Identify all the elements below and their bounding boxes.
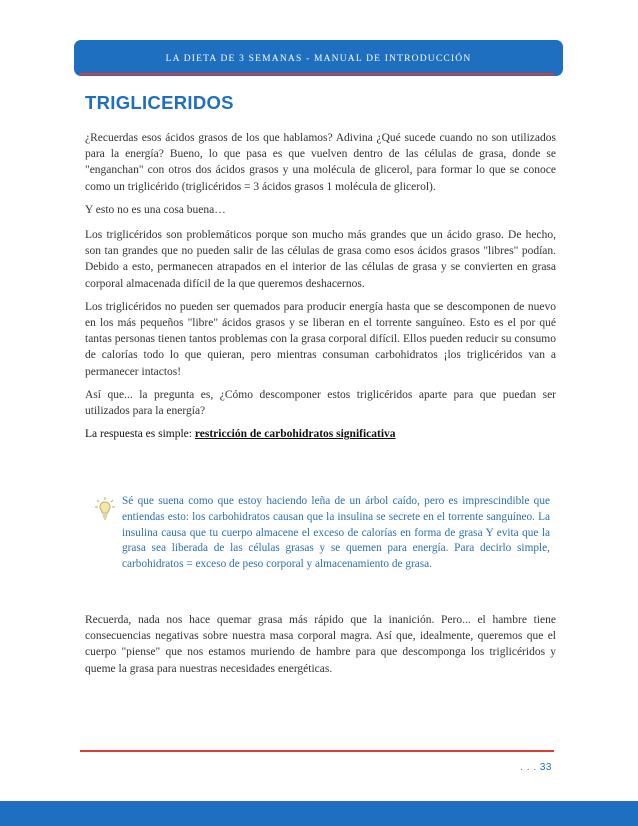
page-number: . . . 33 [520, 762, 552, 773]
tip-text: Sé que suena como que estoy haciendo leña de un árbol caído, pero es imprescindible que entiendas esto: los carbohidratos causan que la insulina se secrete en el torrente sanguíneo. La insulina causa que tu cuerpo almacene el exceso de calorías en forma de grasa Y evita que la grasa sea liberada de las células grasas y se quemen para energía. Para decirlo simple, carbohidratos = exceso de peso corporal y almacenamiento de grasa. [122, 495, 550, 571]
paragraph-closing: Recuerda, nada nos hace quemar grasa más rápido que la inanición. Pero... el hambre tiene consecuencias negativas sobre nuestra masa corporal magra. Así que, idealmente, queremos que el cuerpo "piense" que nos estamos muriendo de hambre para que descomponga los triglicéridos y queme la grasa para nuestras necesidades energéticas. [85, 614, 556, 675]
closing-text [85, 612, 556, 677]
section-title: TRIGLICERIDOS [85, 92, 234, 113]
paragraph-problematic: Los triglicéridos son problemáticos porque son mucho más grandes que un ácido graso. De hecho, son tan grandes que no pueden salir de las células de grasa como esos ácidos grasos "libres" podían. Debido a esto, permanecen atrapados en el interior de las células de grasa y se convierten en grasa corporal almacenada difícil de la que queremos deshacernos. [85, 229, 556, 290]
paragraph-intro: ¿Recuerdas esos ácidos grasos de los que hablamos? Adivina ¿Qué sucede cuando no son utilizados para la energía? Bueno, lo que pasa es que vuelven dentro de las células de grasa, donde se "enganchan" con otros dos ácidos grasos y una molécula de glicerol, para formar lo que se conoce como un triglicérido (triglicéridos = 3 ácidos grasos 1 molécula de glicerol). [85, 132, 556, 193]
header-title: LA DIETA DE 3 SEMANAS - MANUAL DE INTRODUCCIÓN [165, 54, 472, 64]
body-text [85, 130, 556, 442]
answer-line [85, 426, 556, 442]
footer-band [0, 801, 638, 826]
tip-box [94, 494, 554, 600]
footer-rule [80, 750, 554, 752]
paragraph-not-good: Y esto no es una cosa buena… [85, 203, 226, 216]
answer-label: La respuesta es simple: [85, 428, 195, 441]
paragraph-burning: Los triglicéridos no pueden ser quemados para producir energía hasta que se descomponen de nuevo en los más pequeños "libre" ácidos grasos y se liberan en el torrente sanguíneo. Esto es el por qué tantas personas tienen tantos problemas con la grasa corporal difícil. Ellos pueden reducir su consumo de calorías todo lo que quieran, pero mientras consuman carbohidratos ¡los triglicéridos van a permanecer intactos! [85, 300, 556, 378]
lightbulb-icon [94, 496, 116, 522]
header-band [74, 40, 563, 76]
header-rule [80, 73, 554, 75]
paragraph-question: Así que... la pregunta es, ¿Cómo descomponer estos triglicéridos aparte para que puedan ser utilizados para la energía? [85, 388, 556, 418]
answer-emphasis: restricción de carbohidratos significativa [194, 428, 396, 441]
